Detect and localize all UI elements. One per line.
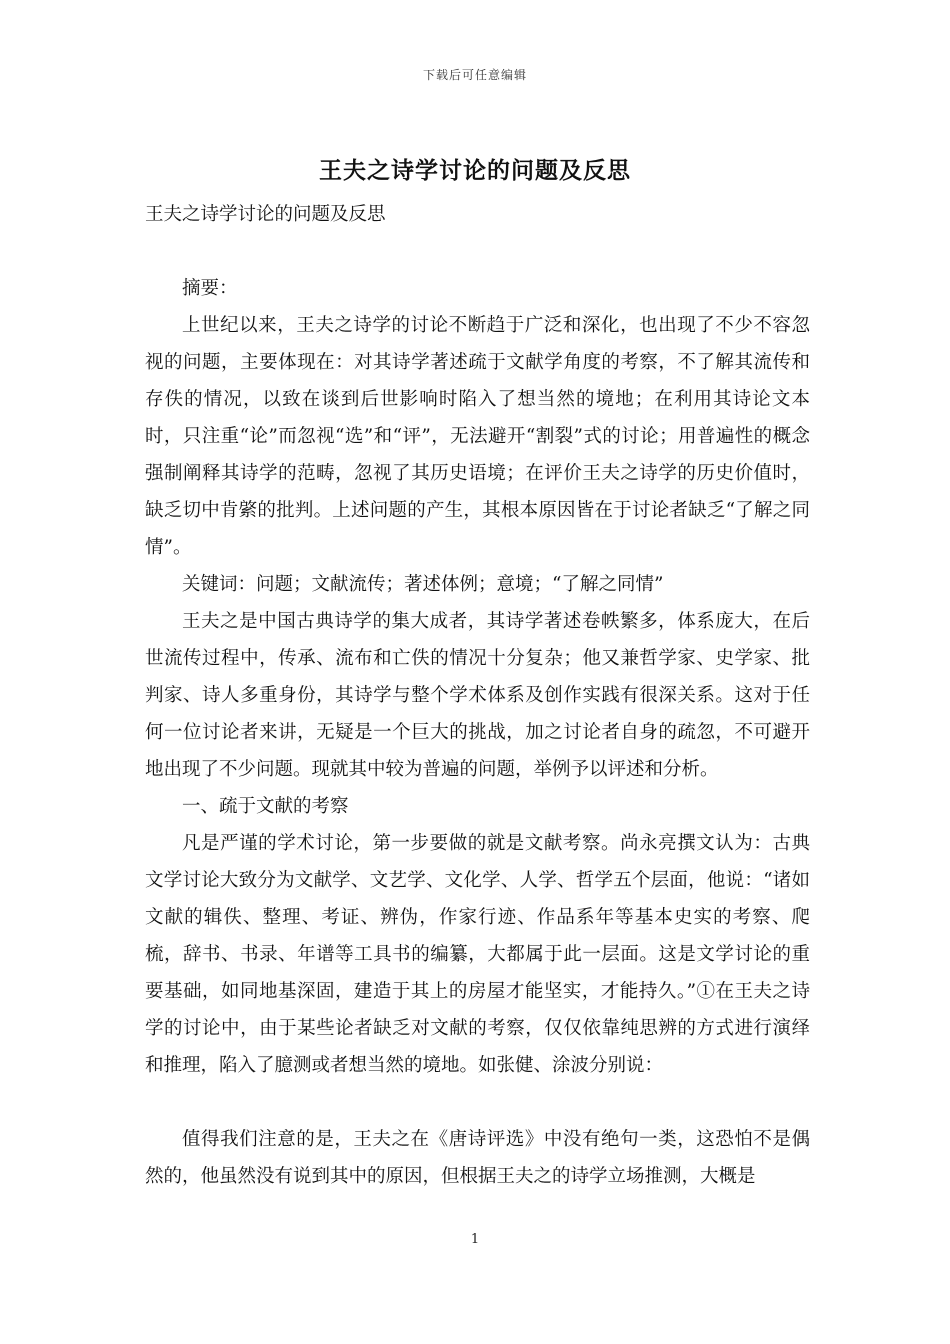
- document-subtitle: 王夫之诗学讨论的问题及反思: [145, 204, 386, 225]
- section-paragraph-continued: 值得我们注意的是，王夫之在《唐诗评选》中没有绝句一类，这恐怕不是偶然的，他虽然没有说到其中的原因，但根据王夫之的诗学立场推测，大概是: [145, 1129, 810, 1187]
- blank-line: [145, 1084, 810, 1121]
- document-title: 王夫之诗学讨论的问题及反思: [319, 157, 631, 184]
- abstract-paragraph: 上世纪以来，王夫之诗学的讨论不断趋于广泛和深化，也出现了不少不容忽视的问题，主要体现在：对其诗学著述疏于文献学角度的考察，不了解其流传和存佚的情况，以致在谈到后世影响时陷入了想当然的境地；在利用其诗论文本时，只注重“论”而忽视“选”和“评”，无法避开“割裂”式的讨论；用普遍性的概念强制阐释其诗学的范畴，忽视了其历史语境；在评价王夫之诗学的历史价值时，缺乏切中肯綮的批判。上述问题的产生，其根本原因皆在于讨论者缺乏“了解之同情”。: [145, 315, 810, 558]
- intro-paragraph: 王夫之是中国古典诗学的集大成者，其诗学著述卷帙繁多，体系庞大，在后世流传过程中，传承、流布和亡佚的情况十分复杂；他又兼哲学家、史学家、批判家、诗人多重身份，其诗学与整个学术体系及创作实践有很深关系。这对于任何一位讨论者来讲，无疑是一个巨大的挑战，加之讨论者自身的疏忽，不可避开地出现了不少问题。现就其中较为普遍的问题，举例予以评述和分析。: [145, 611, 810, 780]
- abstract-label: 摘要：: [182, 278, 238, 299]
- section-paragraph: 凡是严谨的学术讨论，第一步要做的就是文献考察。尚永亮撰文认为：古典文学讨论大致分为文献学、文艺学、文化学、人学、哲学五个层面，他说：“诸如文献的辑佚、整理、考证、辨伪，作家行迹、作品系年等基本史实的考察、爬梳，辞书、书录、年谱等工具书的编纂，大都属于此一层面。这是文学讨论的重要基础，如同地基深固，建造于其上的房屋才能坚实，才能持久。”①在王夫之诗学的讨论中，由于某些论者缺乏对文献的考察，仅仅依靠纯思辨的方式进行演绎和推理，陷入了臆测或者想当然的境地。如张健、涂波分别说：: [145, 833, 810, 1076]
- header-note: 下载后可任意编辑: [422, 68, 527, 82]
- page-number: 1: [470, 1232, 480, 1247]
- document-body: [145, 196, 810, 1195]
- section-heading: 一、疏于文献的考察: [182, 796, 349, 817]
- blank-line: [145, 233, 810, 270]
- keywords-line: 关键词：问题；文献流传；著述体例；意境；“了解之同情”: [182, 574, 664, 595]
